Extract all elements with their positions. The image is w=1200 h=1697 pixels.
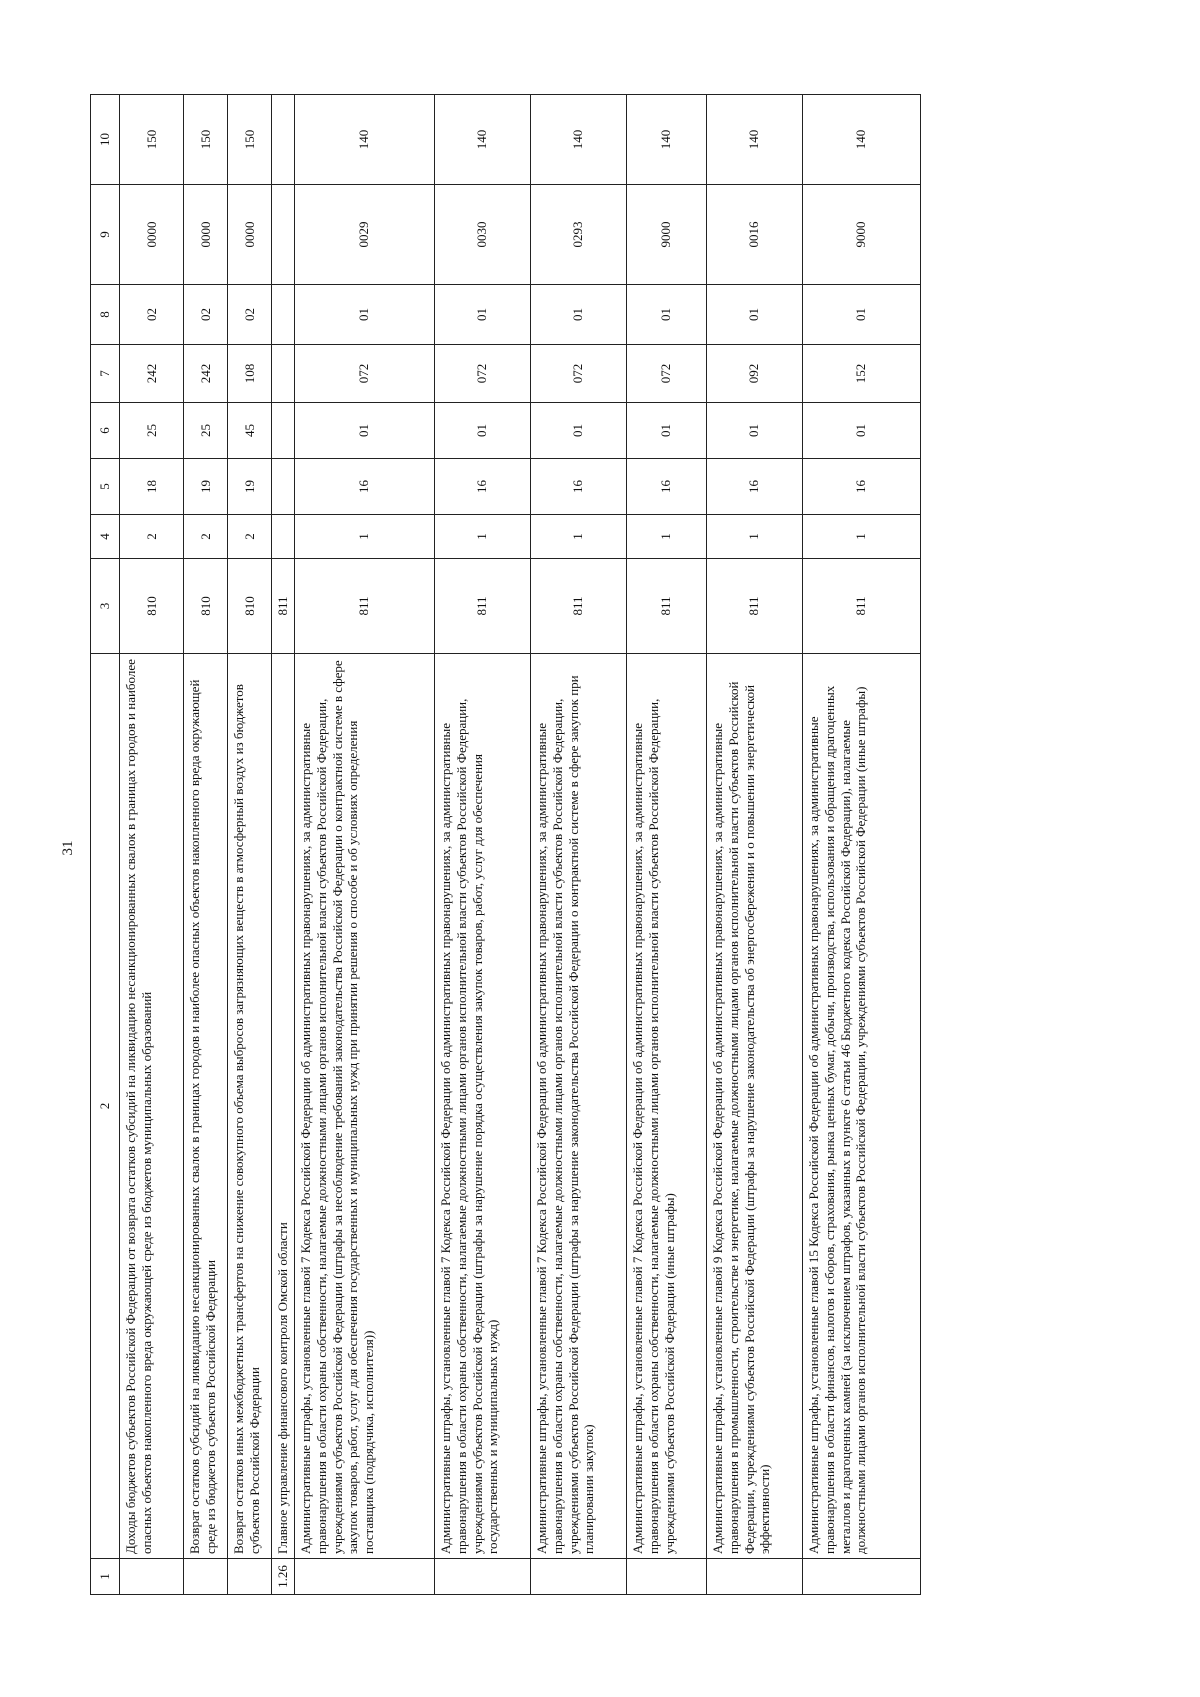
row-code-cell: 140 <box>294 95 434 185</box>
row-code-cell: 16 <box>626 459 706 515</box>
table-header-row <box>91 95 120 1595</box>
table-row <box>228 95 272 1595</box>
row-code-cell: 45 <box>228 403 272 459</box>
row-code-cell: 810 <box>120 559 184 654</box>
header-cell: 10 <box>91 95 120 185</box>
row-description: Административные штрафы, установленные главой 7 Кодекса Российской Федерации об административных правонарушениях, за административные правонарушения в области охраны собственности, налагаемые должностными лицами органов исполнительной власти субъектов Российской Федерации, учреждениями субъектов Российской Федерации (иные штрафы) <box>626 654 706 1559</box>
row-code-cell: 16 <box>530 459 626 515</box>
table-row <box>626 95 706 1595</box>
table-row <box>184 95 228 1595</box>
row-code-cell <box>272 459 295 515</box>
row-code-cell: 0000 <box>184 185 228 285</box>
row-description: Административные штрафы, установленные главой 15 Кодекса Российской Федерации об административных правонарушениях, за административные правонарушения в области финансов, налогов и сборов, страхования, рынка ценных бумаг, добычи, производства, использования и обращения драгоценных металлов и драгоценных камней (за исключением штрафов, указанных в пункте 6 статьи 46 Бюджетного кодекса Российской Федерации), налагаемые должностными лицами органов исполнительной власти субъектов Российской Федерации, учреждениями субъектов Российской Федерации (иные штрафы) <box>802 654 920 1559</box>
row-code-cell: 1 <box>706 515 802 559</box>
row-code-cell: 810 <box>184 559 228 654</box>
row-code-cell <box>272 515 295 559</box>
row-code-cell: 2 <box>228 515 272 559</box>
row-code-cell: 25 <box>184 403 228 459</box>
row-code-cell: 0030 <box>434 185 530 285</box>
row-code-cell: 19 <box>184 459 228 515</box>
row-code-cell: 072 <box>626 345 706 403</box>
row-code-cell <box>434 1559 530 1595</box>
row-code-cell: 0029 <box>294 185 434 285</box>
row-description: Доходы бюджетов субъектов Российской Федерации от возврата остатков субсидий на ликвидацию несанкционированных свалок в границах городов и наиболее опасных объектов накопленного вреда окружающей среде из бюджетов муниципальных образований <box>120 654 184 1559</box>
row-code-cell: 1 <box>434 515 530 559</box>
row-code-cell: 108 <box>228 345 272 403</box>
row-code-cell: 242 <box>120 345 184 403</box>
row-code-cell <box>802 1559 920 1595</box>
row-code-cell: 01 <box>802 403 920 459</box>
row-description: Административные штрафы, установленные главой 7 Кодекса Российской Федерации об административных правонарушениях, за административные правонарушения в области охраны собственности, налагаемые должностными лицами органов исполнительной власти субъектов Российской Федерации, учреждениями субъектов Российской Федерации (штрафы за несоблюдение требований законодательства Российской Федерации о контрактной системе в сфере закупок товаров, работ, услуг для обеспечения государственных и муниципальных нужд при принятии решения о способе и об условиях определения поставщика (подрядчика, исполнителя)) <box>294 654 434 1559</box>
row-code-cell: 150 <box>120 95 184 185</box>
row-code-cell <box>184 1559 228 1595</box>
row-code-cell: 16 <box>802 459 920 515</box>
header-cell: 3 <box>91 559 120 654</box>
row-description: Административные штрафы, установленные главой 7 Кодекса Российской Федерации об административных правонарушениях, за административные правонарушения в области охраны собственности, налагаемые должностными лицами органов исполнительной власти субъектов Российской Федерации, учреждениями субъектов Российской Федерации (штрафы за нарушение законодательства Российской Федерации о контрактной системе в сфере закупок при планировании закупок) <box>530 654 626 1559</box>
row-code-cell: 01 <box>434 285 530 345</box>
row-code-cell: 16 <box>294 459 434 515</box>
row-code-cell <box>120 1559 184 1595</box>
row-code-cell <box>272 95 295 185</box>
row-code-cell <box>272 403 295 459</box>
row-code-cell: 01 <box>294 285 434 345</box>
header-cell: 6 <box>91 403 120 459</box>
table-row <box>802 95 920 1595</box>
row-code-cell: 1 <box>294 515 434 559</box>
row-code-cell: 242 <box>184 345 228 403</box>
row-description: Административные штрафы, установленные главой 9 Кодекса Российской Федерации об административных правонарушениях, за административные правонарушения в промышленности, строительстве и энергетике, налагаемые должностными лицами органов исполнительной власти субъектов Российской Федерации, учреждениями субъектов Российской Федерации (штрафы за нарушение законодательства об энергосбережении и о повышении энергетической эффективности) <box>706 654 802 1559</box>
header-cell: 4 <box>91 515 120 559</box>
header-cell: 1 <box>91 1559 120 1595</box>
row-code-cell: 0000 <box>228 185 272 285</box>
row-code-cell: 0000 <box>120 185 184 285</box>
revenue-codes-table <box>90 94 921 1595</box>
row-code-cell: 25 <box>120 403 184 459</box>
row-code-cell: 01 <box>530 403 626 459</box>
row-code-cell: 1 <box>802 515 920 559</box>
row-code-cell: 9000 <box>626 185 706 285</box>
row-code-cell: 140 <box>802 95 920 185</box>
row-code-cell: 140 <box>530 95 626 185</box>
row-code-cell: 811 <box>272 559 295 654</box>
row-code-cell: 16 <box>706 459 802 515</box>
row-code-cell: 02 <box>184 285 228 345</box>
row-code-cell: 140 <box>434 95 530 185</box>
row-code-cell: 140 <box>706 95 802 185</box>
row-code-cell: 1.26 <box>272 1559 295 1595</box>
row-code-cell: 18 <box>120 459 184 515</box>
row-code-cell: 1 <box>626 515 706 559</box>
row-code-cell: 02 <box>228 285 272 345</box>
row-code-cell <box>228 1559 272 1595</box>
row-code-cell: 16 <box>434 459 530 515</box>
row-code-cell <box>272 345 295 403</box>
row-code-cell: 9000 <box>802 185 920 285</box>
row-code-cell <box>272 185 295 285</box>
row-code-cell: 072 <box>530 345 626 403</box>
table-row <box>120 95 184 1595</box>
row-code-cell: 01 <box>530 285 626 345</box>
table-row <box>706 95 802 1595</box>
row-description: Административные штрафы, установленные главой 7 Кодекса Российской Федерации об административных правонарушениях, за административные правонарушения в области охраны собственности, налагаемые должностными лицами органов исполнительной власти субъектов Российской Федерации, учреждениями субъектов Российской Федерации (штрафы за нарушение порядка осуществления закупок товаров, работ, услуг для обеспечения государственных и муниципальных нужд) <box>434 654 530 1559</box>
row-code-cell: 01 <box>802 285 920 345</box>
row-code-cell: 811 <box>802 559 920 654</box>
row-code-cell: 092 <box>706 345 802 403</box>
row-code-cell: 810 <box>228 559 272 654</box>
header-cell: 7 <box>91 345 120 403</box>
rotated-table-wrapper <box>90 95 1020 1595</box>
row-code-cell: 0293 <box>530 185 626 285</box>
row-description: Возврат остатков субсидий на ликвидацию несанкционированных свалок в границах городов и наиболее опасных объектов накопленного вреда окружающей среде из бюджетов субъектов Российской Федерации <box>184 654 228 1559</box>
header-cell: 5 <box>91 459 120 515</box>
table-row <box>530 95 626 1595</box>
row-code-cell: 1 <box>530 515 626 559</box>
row-code-cell: 150 <box>228 95 272 185</box>
row-code-cell: 150 <box>184 95 228 185</box>
row-code-cell: 140 <box>626 95 706 185</box>
row-code-cell: 811 <box>294 559 434 654</box>
header-cell: 9 <box>91 185 120 285</box>
page-number: 31 <box>60 840 76 856</box>
row-code-cell <box>294 1559 434 1595</box>
row-code-cell: 811 <box>706 559 802 654</box>
row-code-cell: 2 <box>184 515 228 559</box>
row-code-cell <box>626 1559 706 1595</box>
header-cell: 2 <box>91 654 120 1559</box>
row-code-cell <box>530 1559 626 1595</box>
row-code-cell: 811 <box>434 559 530 654</box>
row-code-cell: 811 <box>626 559 706 654</box>
row-code-cell: 2 <box>120 515 184 559</box>
row-code-cell: 0016 <box>706 185 802 285</box>
table-row <box>434 95 530 1595</box>
row-description: Возврат остатков иных межбюджетных трансфертов на снижение совокупного объема выбросов загрязняющих веществ в атмосферный воздух из бюджетов субъектов Российской Федерации <box>228 654 272 1559</box>
row-code-cell <box>706 1559 802 1595</box>
row-code-cell: 01 <box>626 403 706 459</box>
row-description: Главное управление финансового контроля Омской области <box>272 654 295 1559</box>
row-code-cell: 01 <box>626 285 706 345</box>
row-code-cell: 811 <box>530 559 626 654</box>
row-code-cell: 072 <box>434 345 530 403</box>
row-code-cell: 152 <box>802 345 920 403</box>
row-code-cell: 02 <box>120 285 184 345</box>
row-code-cell: 19 <box>228 459 272 515</box>
table-row <box>294 95 434 1595</box>
row-code-cell: 01 <box>706 403 802 459</box>
row-code-cell: 01 <box>706 285 802 345</box>
row-code-cell <box>272 285 295 345</box>
header-cell: 8 <box>91 285 120 345</box>
table-row <box>272 95 295 1595</box>
row-code-cell: 01 <box>434 403 530 459</box>
row-code-cell: 072 <box>294 345 434 403</box>
row-code-cell: 01 <box>294 403 434 459</box>
